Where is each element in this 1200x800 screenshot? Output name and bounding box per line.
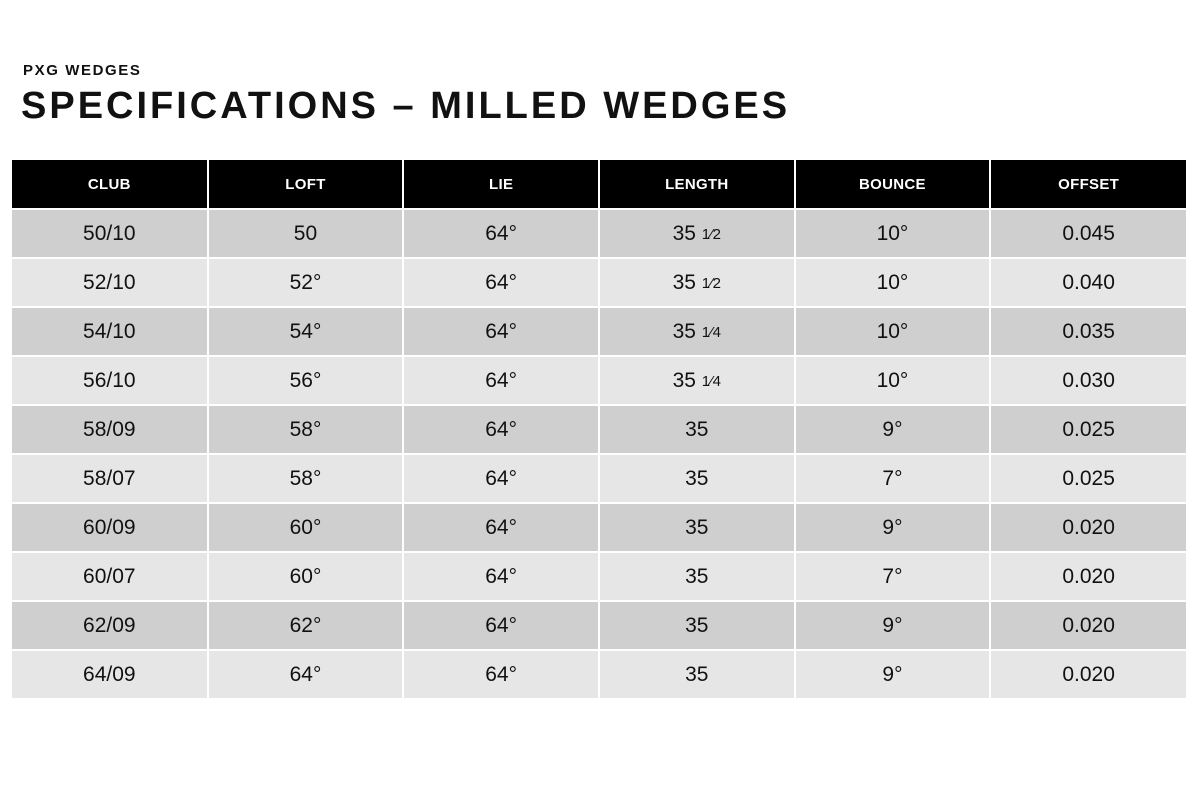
cell-loft: 52° (208, 258, 404, 307)
cell-offset: 0.040 (990, 258, 1186, 307)
cell-lie: 64° (403, 650, 599, 698)
table-row (12, 258, 1186, 307)
cell-bounce: 9° (795, 601, 991, 650)
cell-length: 35 (599, 601, 795, 650)
header-row (12, 160, 1186, 209)
cell-club: 64/09 (12, 650, 208, 698)
cell-club: 60/07 (12, 552, 208, 601)
cell-offset: 0.035 (990, 307, 1186, 356)
cell-offset: 0.020 (990, 650, 1186, 698)
table-header (12, 160, 1186, 209)
column-header-club: CLUB (12, 160, 208, 209)
cell-bounce: 10° (795, 258, 991, 307)
cell-bounce: 7° (795, 454, 991, 503)
length-fraction: 1⁄4 (701, 323, 721, 341)
length-whole: 35 (672, 270, 696, 294)
cell-bounce: 9° (795, 405, 991, 454)
eyebrow-label: PXG WEDGES (23, 62, 142, 79)
cell-lie: 64° (403, 552, 599, 601)
cell-bounce: 7° (795, 552, 991, 601)
table-row (12, 405, 1186, 454)
cell-length (599, 356, 795, 405)
cell-lie: 64° (403, 405, 599, 454)
cell-lie: 64° (403, 601, 599, 650)
cell-lie: 64° (403, 209, 599, 258)
cell-loft: 58° (208, 405, 404, 454)
cell-offset: 0.045 (990, 209, 1186, 258)
cell-length: 35 (599, 552, 795, 601)
cell-loft: 62° (208, 601, 404, 650)
table-row (12, 552, 1186, 601)
table-row (12, 209, 1186, 258)
length-whole: 35 (672, 319, 696, 343)
cell-bounce: 9° (795, 503, 991, 552)
cell-offset: 0.020 (990, 503, 1186, 552)
cell-length (599, 209, 795, 258)
cell-club: 62/09 (12, 601, 208, 650)
cell-length (599, 258, 795, 307)
column-header-length: LENGTH (599, 160, 795, 209)
cell-club: 50/10 (12, 209, 208, 258)
table-row (12, 454, 1186, 503)
cell-loft: 50 (208, 209, 404, 258)
cell-lie: 64° (403, 503, 599, 552)
cell-loft: 60° (208, 503, 404, 552)
cell-lie: 64° (403, 356, 599, 405)
cell-loft: 58° (208, 454, 404, 503)
cell-length: 35 (599, 650, 795, 698)
length-whole: 35 (672, 368, 696, 392)
table-row (12, 356, 1186, 405)
table-body (12, 209, 1186, 698)
column-header-offset: OFFSET (990, 160, 1186, 209)
cell-lie: 64° (403, 307, 599, 356)
cell-length (599, 307, 795, 356)
table-row (12, 601, 1186, 650)
specifications-table (12, 160, 1186, 698)
cell-club: 52/10 (12, 258, 208, 307)
length-fraction: 1⁄2 (701, 274, 721, 292)
table-row (12, 650, 1186, 698)
column-header-lie: LIE (403, 160, 599, 209)
cell-loft: 54° (208, 307, 404, 356)
column-header-loft: LOFT (208, 160, 404, 209)
cell-lie: 64° (403, 454, 599, 503)
cell-length: 35 (599, 503, 795, 552)
cell-offset: 0.020 (990, 601, 1186, 650)
cell-loft: 60° (208, 552, 404, 601)
cell-club: 56/10 (12, 356, 208, 405)
length-fraction: 1⁄4 (701, 372, 721, 390)
cell-club: 58/09 (12, 405, 208, 454)
cell-loft: 56° (208, 356, 404, 405)
column-header-bounce: BOUNCE (795, 160, 991, 209)
page-title: SPECIFICATIONS – MILLED WEDGES (21, 85, 791, 127)
cell-club: 58/07 (12, 454, 208, 503)
cell-club: 54/10 (12, 307, 208, 356)
cell-loft: 64° (208, 650, 404, 698)
cell-offset: 0.025 (990, 405, 1186, 454)
cell-offset: 0.020 (990, 552, 1186, 601)
cell-offset: 0.030 (990, 356, 1186, 405)
cell-offset: 0.025 (990, 454, 1186, 503)
table-row (12, 307, 1186, 356)
length-fraction: 1⁄2 (701, 225, 721, 243)
cell-length: 35 (599, 454, 795, 503)
cell-bounce: 10° (795, 307, 991, 356)
table-row (12, 503, 1186, 552)
cell-bounce: 10° (795, 356, 991, 405)
cell-bounce: 10° (795, 209, 991, 258)
cell-club: 60/09 (12, 503, 208, 552)
length-whole: 35 (672, 221, 696, 245)
cell-bounce: 9° (795, 650, 991, 698)
cell-length: 35 (599, 405, 795, 454)
cell-lie: 64° (403, 258, 599, 307)
